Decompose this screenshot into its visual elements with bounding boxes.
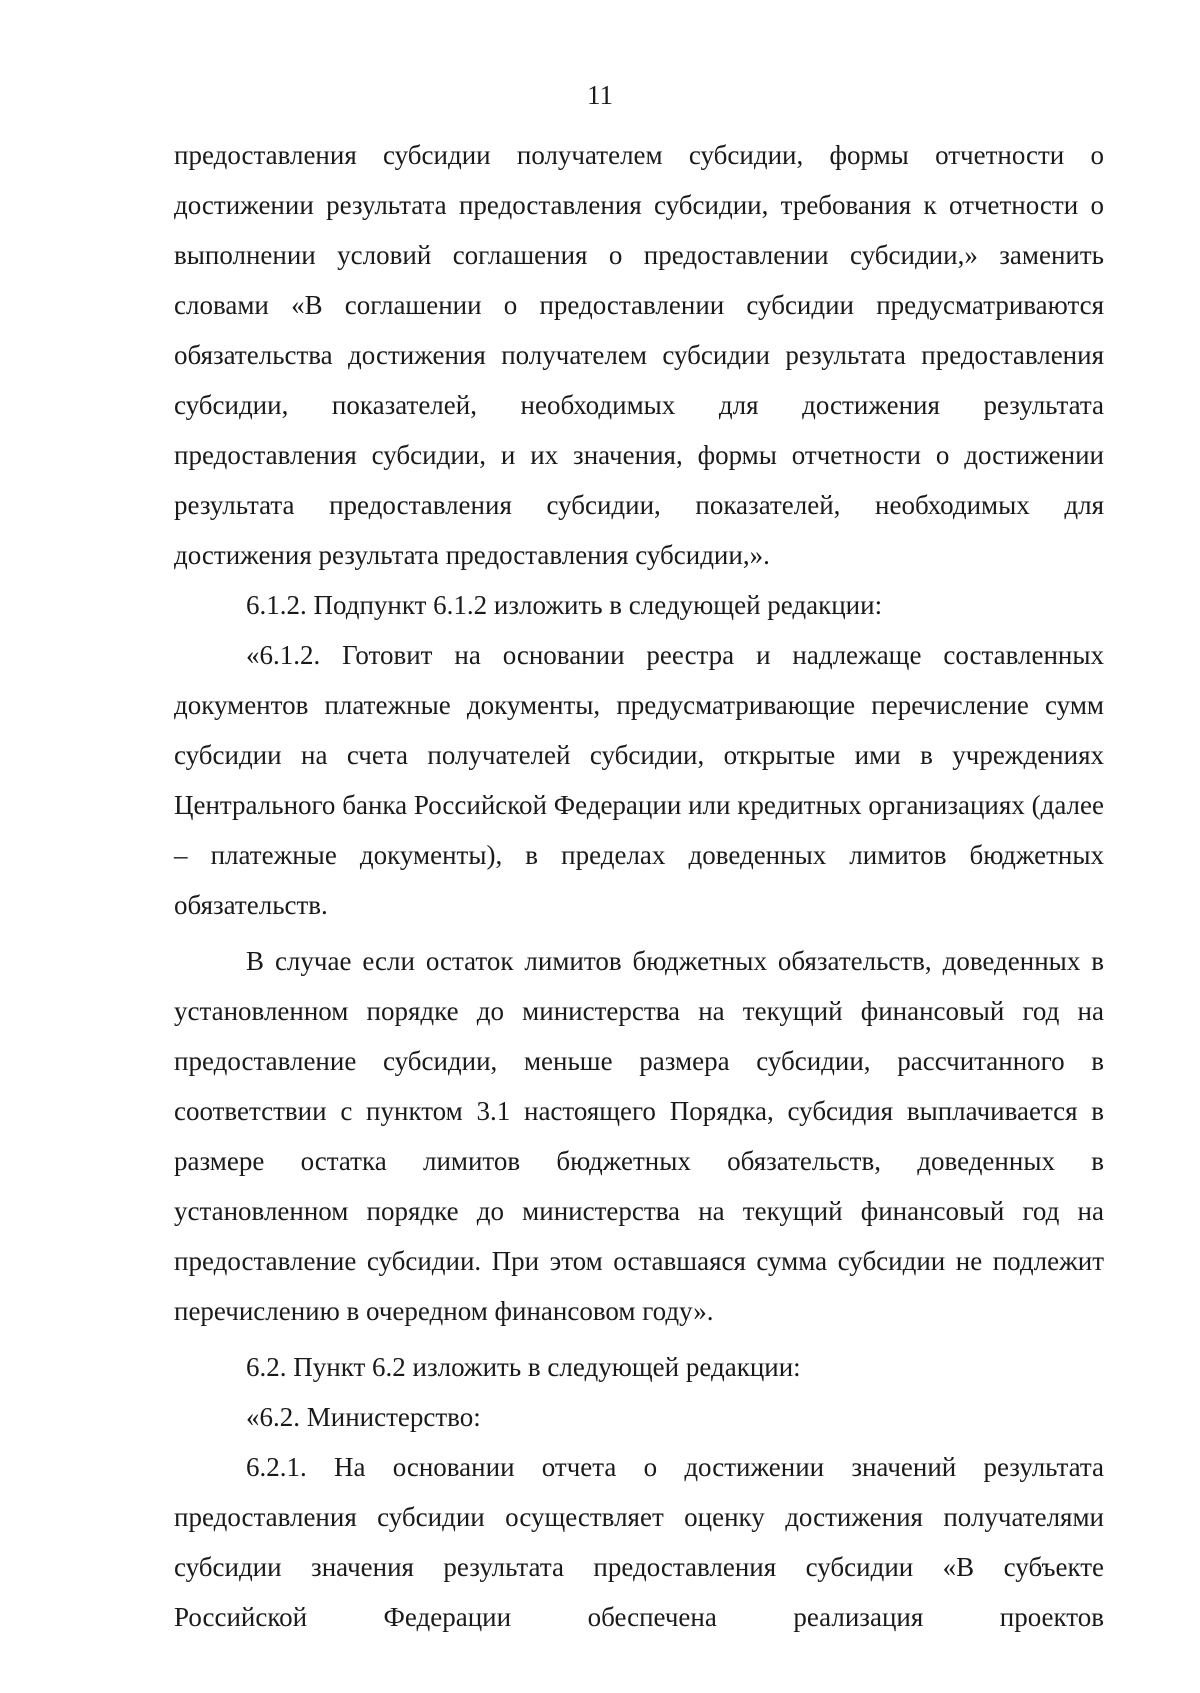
paragraph-ministry: «6.2. Министерство:: [246, 1402, 481, 1432]
paragraph-subclause-heading: 6.1.2. Подпункт 6.1.2 изложить в следующей редакции:: [246, 590, 883, 620]
paragraph-limits: В случае если остаток лимитов бюджетных обязательств, доведенных в установленном порядке до министерства на текущий финансовый год на предоставление субсидии, меньше размера субсидии, рассчитанного в соответствии с пунктом 3.1 настоящего Порядка, субсидия выплачивается в размере остатка лимитов бюджетных обязательств, доведенных в установленном порядке до министерства на текущий финансовый год на предоставление субсидии. При этом оставшаяся сумма субсидии не подлежит перечислению в очередном финансовом году».: [174, 946, 1104, 1326]
paragraph-continuation: предоставления субсидии получателем субсидии, формы отчетности о достижении результата предоставления субсидии, требования к отчетности о выполнении условий соглашения о предоставлении субсидии,» заменить словами «В соглашении о предоставлении субсидии предусматриваются обязательства достижения получателем субсидии результата предоставления субсидии, показателей, необходимых для достижения результата предоставления субсидии, и их значения, формы отчетности о достижении результата предоставления субсидии, показателей, необходимых для достижения результата предоставления субсидии,».: [174, 140, 1104, 570]
page-number: 11: [587, 80, 613, 110]
document-body: [174, 130, 1104, 1642]
paragraph-assessment: 6.2.1. На основании отчета о достижении значений результата предоставления субсидии осуществляет оценку достижения получателями субсидии значения результата предоставления субсидии «В субъекте Российской Федерации обеспечена реализация проектов: [174, 1452, 1104, 1632]
paragraph-subclause-text: «6.1.2. Готовит на основании реестра и надлежаще составленных документов платежные документы, предусматривающие перечисление сумм субсидии на счета получателей субсидии, открытые ими в учреждениях Центрального банка Российской Федерации или кредитных организациях (далее – платежные документы), в пределах доведенных лимитов бюджетных обязательств.: [174, 640, 1104, 920]
paragraph-clause-heading: 6.2. Пункт 6.2 изложить в следующей редакции:: [246, 1352, 801, 1382]
